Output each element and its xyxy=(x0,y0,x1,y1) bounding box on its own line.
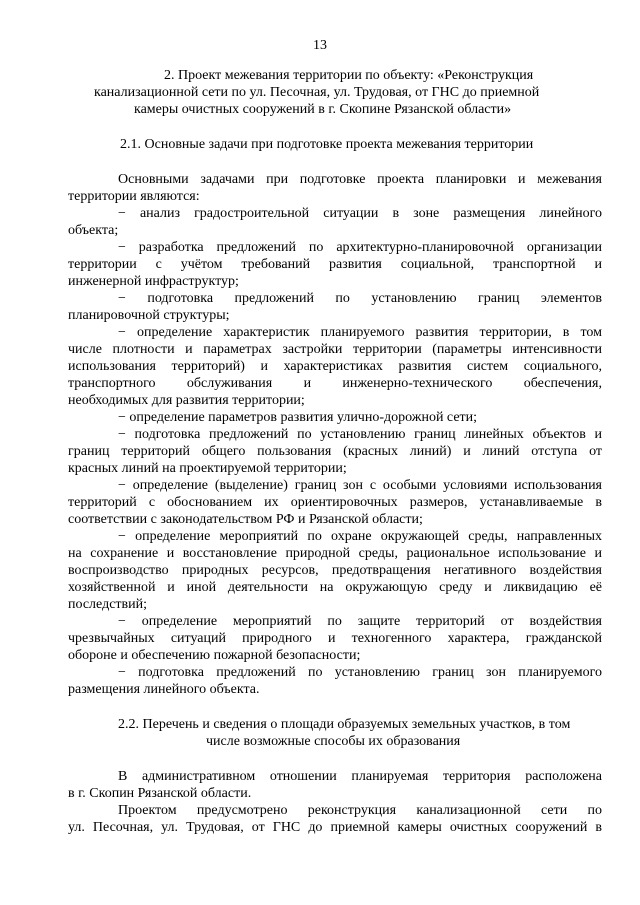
paragraph-line: последствий; xyxy=(68,597,148,612)
paragraph-line: транспортного обслуживания и инженерно-технического обеспечения, xyxy=(68,376,602,391)
heading-line: канализационной сети по ул. Песочная, ул. Трудовая, от ГНС до приемной xyxy=(94,85,540,100)
heading-line: камеры очистных сооружений в г. Скопине Рязанской области» xyxy=(134,102,512,117)
paragraph-line: территорий с обоснованием их ориентировочных размеров, устанавливаемые в xyxy=(68,495,602,510)
paragraph-line: в г. Скопин Рязанской области. xyxy=(68,786,252,801)
paragraph-line: объекта; xyxy=(68,223,119,238)
paragraph-line: − определение (выделение) границ зон с особыми условиями использования xyxy=(118,478,602,493)
paragraph-line: − определение мероприятий по охране окружающей среды, направленных xyxy=(118,529,602,544)
paragraph-line: красных линий на проектируемой территории; xyxy=(68,461,347,476)
paragraph-line: хозяйственной и иной деятельности на окружающую среду и ликвидацию её xyxy=(68,580,602,595)
paragraph-line: − определение характеристик планируемого развития территории, в том xyxy=(118,325,602,340)
section-heading: 2.2. Перечень и сведения о площади образуемых земельных участков, в том xyxy=(118,717,571,732)
paragraph-line: использования территорий) и характеристиках развития систем социального, xyxy=(68,359,602,374)
paragraph-line: − анализ градостроительной ситуации в зоне размещения линейного xyxy=(118,206,602,221)
page-number: 13 xyxy=(313,38,327,53)
paragraph-line: − подготовка предложений по установлению границ линейных объектов и xyxy=(118,427,602,442)
paragraph-line: − подготовка предложений по установлению границ элементов xyxy=(118,291,602,306)
paragraph-line: планировочной структуры; xyxy=(68,308,230,323)
paragraph-line: чрезвычайных ситуаций природного и техногенного характера, гражданской xyxy=(68,631,602,646)
paragraph-line: обороне и обеспечению пожарной безопасности; xyxy=(68,648,361,663)
paragraph-line: Основными задачами при подготовке проекта планировки и межевания xyxy=(118,172,602,187)
paragraph-line: территории являются: xyxy=(68,189,200,204)
section-heading: 2.1. Основные задачи при подготовке проекта межевания территории xyxy=(120,137,534,152)
paragraph-line: − определение параметров развития улично-дорожной сети; xyxy=(118,410,478,425)
paragraph-line: инженерной инфраструктур; xyxy=(68,274,239,289)
paragraph-line: размещения линейного объекта. xyxy=(68,682,260,697)
paragraph-line: числе плотности и параметрах застройки территории (параметры интенсивности xyxy=(68,342,602,357)
paragraph-line: территории с учётом требований развития социальной, транспортной и xyxy=(68,257,602,272)
section-heading: числе возможные способы их образования xyxy=(206,734,461,749)
paragraph-line: − подготовка предложений по установлению границ зон планируемого xyxy=(118,665,602,680)
paragraph-line: необходимых для развития территории; xyxy=(68,393,305,408)
paragraph-line: В административном отношении планируемая территория расположена xyxy=(118,769,602,784)
paragraph-line: воспроизводство природных ресурсов, предотвращения негативного воздействия xyxy=(68,563,602,578)
heading-line: 2. Проект межевания территории по объекту: «Реконструкция xyxy=(164,68,534,83)
paragraph-line: соответствии с законодательством РФ и Рязанской области; xyxy=(68,512,423,527)
paragraph-line: Проектом предусмотрено реконструкция канализационной сети по xyxy=(118,803,602,818)
paragraph-line: − определение мероприятий по защите территорий от воздействия xyxy=(118,614,602,629)
paragraph-line: границ территорий общего пользования (красных линий) и линий отступа от xyxy=(68,444,602,459)
paragraph-line: − разработка предложений по архитектурно-планировочной организации xyxy=(118,240,602,255)
paragraph-line: ул. Песочная, ул. Трудовая, от ГНС до приемной камеры очистных сооружений в xyxy=(68,820,602,835)
paragraph-line: на сохранение и восстановление природной среды, рациональное использование и xyxy=(68,546,602,561)
